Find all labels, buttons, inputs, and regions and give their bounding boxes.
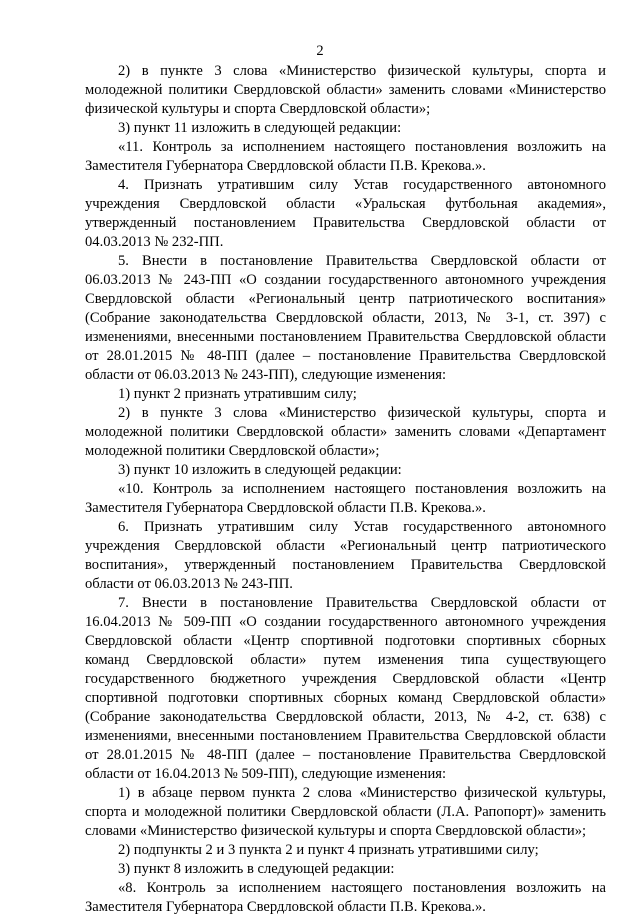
- paragraph: 5. Внести в постановление Правительства Свердловской области от 06.03.2013 № 243-ПП «О создании государственного автономного учреждения Свердловской области «Региональный центр патриотического воспитания» (Собрание законодательства Свердловской области, 2013, № 3-1, ст. 397) с изменениями, внесенными постановлением Правительства Свердловской области от 28.01.2015 № 48-ПП (далее – постановление Правительства Свердловской области от 06.03.2013 № 243-ПП), следующие изменения:: [85, 253, 606, 383]
- paragraph: 2) подпункты 2 и 3 пункта 2 и пункт 4 признать утратившими силу;: [118, 842, 539, 858]
- paragraph: 2) в пункте 3 слова «Министерство физической культуры, спорта и молодежной политики Свердловской области» заменить словами «Департамент молодежной политики Свердловской области»;: [85, 405, 606, 459]
- paragraph: 2) в пункте 3 слова «Министерство физической культуры, спорта и молодежной политики Свердловской области» заменить словами «Министерство физической культуры и спорта Свердловской области»;: [85, 63, 606, 117]
- paragraph: 3) пункт 10 изложить в следующей редакции:: [118, 462, 402, 478]
- paragraph: 6. Признать утратившим силу Устав государственного автономного учреждения Свердловской области «Региональный центр патриотического воспитания», утвержденный постановлением Правительства Свердловской области от 06.03.2013 № 243-ПП.: [85, 519, 606, 592]
- paragraph: 7. Внести в постановление Правительства Свердловской области от 16.04.2013 № 509-ПП «О создании государственного автономного учреждения Свердловской области «Центр спортивной подготовки спортивных сборных команд Свердловской области» путем изменения типа существующего государственного бюджетного учреждения Свердловской области «Центр спортивной подготовки спортивных сборных команд Свердловской области» (Собрание законодательства Свердловской области, 2013, № 4-2, ст. 638) с изменениями, внесенными постановлением Правительства Свердловской области от 28.01.2015 № 48-ПП (далее – постановление Правительства Свердловской области от 16.04.2013 № 509-ПП), следующие изменения:: [85, 595, 606, 782]
- paragraph: 1) пункт 2 признать утратившим силу;: [118, 386, 357, 402]
- paragraph: 4. Признать утратившим силу Устав государственного автономного учреждения Свердловской области «Уральская футбольная академия», утвержденный постановлением Правительства Свердловской области от 04.03.2013 № 232-ПП.: [85, 177, 606, 250]
- paragraph: «8. Контроль за исполнением настоящего постановления возложить на Заместителя Губернатора Свердловской области П.В. Крекова.».: [85, 880, 606, 915]
- paragraph: 3) пункт 8 изложить в следующей редакции:: [118, 861, 395, 877]
- paragraph: 3) пункт 11 изложить в следующей редакции:: [118, 120, 402, 136]
- paragraph: «10. Контроль за исполнением настоящего постановления возложить на Заместителя Губернатора Свердловской области П.В. Крекова.».: [85, 481, 606, 516]
- document-body: [85, 62, 606, 917]
- paragraph: «11. Контроль за исполнением настоящего постановления возложить на Заместителя Губернатора Свердловской области П.В. Крекова.».: [85, 139, 606, 174]
- paragraph: 1) в абзаце первом пункта 2 слова «Министерство физической культуры, спорта и молодежной политики Свердловской области (Л.А. Рапопорт)» заменить словами «Министерство физической культуры и спорта Свердловской области»;: [85, 785, 606, 839]
- page-number: 2: [316, 43, 324, 59]
